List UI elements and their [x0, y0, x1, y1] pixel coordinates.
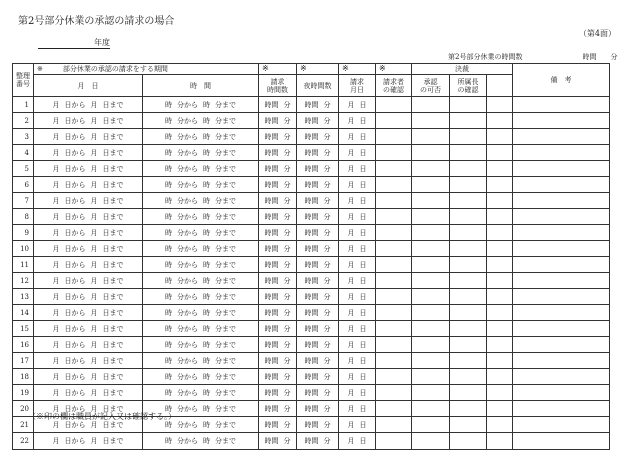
- total-hours-hour-unit: 時間: [582, 53, 597, 61]
- remarks-cell[interactable]: [513, 145, 610, 161]
- approval-cell[interactable]: [412, 241, 450, 257]
- director-confirm-cell[interactable]: [450, 417, 487, 433]
- night-hours-cell[interactable]: 時間 分: [297, 401, 339, 417]
- night-hours-cell[interactable]: 時間 分: [297, 385, 339, 401]
- request-hours-cell[interactable]: 時間 分: [259, 417, 297, 433]
- header-time: 時 間: [143, 75, 259, 97]
- header-night-hours: 夜時間数: [297, 75, 339, 97]
- row-number: 5: [13, 161, 34, 177]
- night-hours-cell[interactable]: 時間 分: [297, 225, 339, 241]
- request-date-cell[interactable]: 月 日: [339, 225, 376, 241]
- night-hours-cell[interactable]: 時間 分: [297, 433, 339, 450]
- date-range-cell[interactable]: 月 日から 月 日まで: [34, 321, 143, 337]
- request-hours-cell[interactable]: 時間 分: [259, 337, 297, 353]
- night-hours-cell[interactable]: 時間 分: [297, 273, 339, 289]
- date-range-cell[interactable]: 月 日から 月 日まで: [34, 353, 143, 369]
- blank-cell[interactable]: [487, 401, 513, 417]
- blank-cell[interactable]: [487, 273, 513, 289]
- request-date-cell[interactable]: 月 日: [339, 273, 376, 289]
- request-date-cell[interactable]: 月 日: [339, 433, 376, 450]
- director-confirm-cell[interactable]: [450, 353, 487, 369]
- requester-confirm-cell[interactable]: [376, 193, 412, 209]
- table-row: [13, 161, 610, 177]
- request-date-cell[interactable]: 月 日: [339, 113, 376, 129]
- director-confirm-cell[interactable]: [450, 385, 487, 401]
- time-range-cell[interactable]: 時 分から 時 分まで: [143, 257, 259, 273]
- requester-confirm-cell[interactable]: [376, 129, 412, 145]
- request-hours-cell[interactable]: 時間 分: [259, 289, 297, 305]
- date-range-cell[interactable]: 月 日から 月 日まで: [34, 417, 143, 433]
- night-hours-cell[interactable]: 時間 分: [297, 369, 339, 385]
- row-number: 20: [13, 401, 34, 417]
- header-date: 月 日: [34, 75, 143, 97]
- requester-confirm-cell[interactable]: [376, 289, 412, 305]
- remarks-cell[interactable]: [513, 337, 610, 353]
- remarks-cell[interactable]: [513, 305, 610, 321]
- remarks-cell[interactable]: [513, 353, 610, 369]
- date-range-cell[interactable]: 月 日から 月 日まで: [34, 209, 143, 225]
- table-row: [13, 289, 610, 305]
- remarks-cell[interactable]: [513, 417, 610, 433]
- date-range-cell[interactable]: 月 日から 月 日まで: [34, 337, 143, 353]
- night-hours-cell[interactable]: 時間 分: [297, 129, 339, 145]
- blank-cell[interactable]: [487, 369, 513, 385]
- time-range-cell[interactable]: 時 分から 時 分まで: [143, 321, 259, 337]
- time-range-cell[interactable]: 時 分から 時 分まで: [143, 97, 259, 113]
- night-hours-cell[interactable]: 時間 分: [297, 113, 339, 129]
- time-range-cell[interactable]: 時 分から 時 分まで: [143, 177, 259, 193]
- requester-confirm-cell[interactable]: [376, 433, 412, 450]
- remarks-cell[interactable]: [513, 385, 610, 401]
- director-confirm-cell[interactable]: [450, 225, 487, 241]
- table-row: [13, 433, 610, 450]
- request-date-cell[interactable]: 月 日: [339, 401, 376, 417]
- director-confirm-cell[interactable]: [450, 177, 487, 193]
- date-range-cell[interactable]: 月 日から 月 日まで: [34, 433, 143, 450]
- header-approval-ok: 承認 の可否: [412, 75, 450, 97]
- approval-cell[interactable]: [412, 97, 450, 113]
- table-row: [13, 353, 610, 369]
- director-confirm-cell[interactable]: [450, 401, 487, 417]
- request-date-cell[interactable]: 月 日: [339, 161, 376, 177]
- request-hours-cell[interactable]: 時間 分: [259, 113, 297, 129]
- request-hours-cell[interactable]: 時間 分: [259, 161, 297, 177]
- request-hours-cell[interactable]: 時間 分: [259, 273, 297, 289]
- date-range-cell[interactable]: 月 日から 月 日まで: [34, 97, 143, 113]
- requester-confirm-cell[interactable]: [376, 209, 412, 225]
- request-hours-cell[interactable]: 時間 分: [259, 193, 297, 209]
- director-confirm-cell[interactable]: [450, 241, 487, 257]
- request-hours-cell[interactable]: 時間 分: [259, 369, 297, 385]
- approval-cell[interactable]: [412, 177, 450, 193]
- header-mark: ※: [297, 64, 339, 75]
- night-hours-cell[interactable]: 時間 分: [297, 209, 339, 225]
- time-range-cell[interactable]: 時 分から 時 分まで: [143, 241, 259, 257]
- blank-cell[interactable]: [487, 145, 513, 161]
- row-number: 13: [13, 289, 34, 305]
- header-director-confirm: 所属長 の確認: [450, 75, 487, 97]
- remarks-cell[interactable]: [513, 113, 610, 129]
- approval-cell[interactable]: [412, 209, 450, 225]
- night-hours-cell[interactable]: 時間 分: [297, 241, 339, 257]
- requester-confirm-cell[interactable]: [376, 97, 412, 113]
- time-range-cell[interactable]: 時 分から 時 分まで: [143, 225, 259, 241]
- requester-confirm-cell[interactable]: [376, 145, 412, 161]
- total-hours-minute-unit: 分: [610, 53, 618, 61]
- blank-cell[interactable]: [487, 385, 513, 401]
- blank-cell[interactable]: [487, 353, 513, 369]
- night-hours-cell[interactable]: 時間 分: [297, 289, 339, 305]
- request-date-cell[interactable]: 月 日: [339, 321, 376, 337]
- time-range-cell[interactable]: 時 分から 時 分まで: [143, 129, 259, 145]
- row-number: 16: [13, 337, 34, 353]
- blank-cell[interactable]: [487, 161, 513, 177]
- row-number: 4: [13, 145, 34, 161]
- approval-cell[interactable]: [412, 257, 450, 273]
- requester-confirm-cell[interactable]: [376, 385, 412, 401]
- table-row: [13, 257, 610, 273]
- blank-cell[interactable]: [487, 417, 513, 433]
- approval-cell[interactable]: [412, 145, 450, 161]
- row-number: 14: [13, 305, 34, 321]
- total-hours-label: 第2号部分休業の時間数: [448, 53, 523, 61]
- approval-cell[interactable]: [412, 401, 450, 417]
- requester-confirm-cell[interactable]: [376, 257, 412, 273]
- table-row: [13, 113, 610, 129]
- remarks-cell[interactable]: [513, 433, 610, 450]
- header-request-date: 請求 月日: [339, 75, 376, 97]
- date-range-cell[interactable]: 月 日から 月 日まで: [34, 129, 143, 145]
- row-number: 17: [13, 353, 34, 369]
- director-confirm-cell[interactable]: [450, 145, 487, 161]
- request-hours-cell[interactable]: 時間 分: [259, 241, 297, 257]
- row-number: 15: [13, 321, 34, 337]
- leave-request-table: [12, 63, 610, 450]
- request-hours-cell[interactable]: 時間 分: [259, 257, 297, 273]
- remarks-cell[interactable]: [513, 161, 610, 177]
- header-mark: ※: [376, 64, 412, 75]
- time-range-cell[interactable]: 時 分から 時 分まで: [143, 417, 259, 433]
- date-range-cell[interactable]: 月 日から 月 日まで: [34, 193, 143, 209]
- date-range-cell[interactable]: 月 日から 月 日まで: [34, 161, 143, 177]
- request-hours-cell[interactable]: 時間 分: [259, 225, 297, 241]
- row-number: 22: [13, 433, 34, 450]
- night-hours-cell[interactable]: 時間 分: [297, 337, 339, 353]
- night-hours-cell[interactable]: 時間 分: [297, 161, 339, 177]
- request-hours-cell[interactable]: 時間 分: [259, 401, 297, 417]
- approval-cell[interactable]: [412, 369, 450, 385]
- date-range-cell[interactable]: 月 日から 月 日まで: [34, 289, 143, 305]
- request-date-cell[interactable]: 月 日: [339, 417, 376, 433]
- header-blank: [487, 75, 513, 97]
- director-confirm-cell[interactable]: [450, 289, 487, 305]
- request-date-cell[interactable]: 月 日: [339, 145, 376, 161]
- approval-cell[interactable]: [412, 129, 450, 145]
- requester-confirm-cell[interactable]: [376, 273, 412, 289]
- row-number: 10: [13, 241, 34, 257]
- row-number: 3: [13, 129, 34, 145]
- approval-cell[interactable]: [412, 417, 450, 433]
- request-date-cell[interactable]: 月 日: [339, 289, 376, 305]
- approval-cell[interactable]: [412, 289, 450, 305]
- blank-cell[interactable]: [487, 321, 513, 337]
- header-mark: ※: [339, 64, 376, 75]
- time-range-cell[interactable]: 時 分から 時 分まで: [143, 289, 259, 305]
- date-range-cell[interactable]: 月 日から 月 日まで: [34, 225, 143, 241]
- night-hours-cell[interactable]: 時間 分: [297, 257, 339, 273]
- time-range-cell[interactable]: 時 分から 時 分まで: [143, 161, 259, 177]
- date-range-cell[interactable]: 月 日から 月 日まで: [34, 273, 143, 289]
- remarks-cell[interactable]: [513, 321, 610, 337]
- blank-cell[interactable]: [487, 129, 513, 145]
- director-confirm-cell[interactable]: [450, 129, 487, 145]
- time-range-cell[interactable]: 時 分から 時 分まで: [143, 113, 259, 129]
- approval-cell[interactable]: [412, 225, 450, 241]
- request-date-cell[interactable]: 月 日: [339, 369, 376, 385]
- requester-confirm-cell[interactable]: [376, 337, 412, 353]
- remarks-cell[interactable]: [513, 129, 610, 145]
- date-range-cell[interactable]: 月 日から 月 日まで: [34, 257, 143, 273]
- approval-cell[interactable]: [412, 337, 450, 353]
- form-title: 第2号部分休業の承認の請求の場合: [18, 16, 175, 27]
- table-row: [13, 369, 610, 385]
- remarks-cell[interactable]: [513, 177, 610, 193]
- blank-cell[interactable]: [487, 305, 513, 321]
- director-confirm-cell[interactable]: [450, 273, 487, 289]
- director-confirm-cell[interactable]: [450, 209, 487, 225]
- approval-cell[interactable]: [412, 353, 450, 369]
- time-range-cell[interactable]: 時 分から 時 分まで: [143, 209, 259, 225]
- date-range-cell[interactable]: 月 日から 月 日まで: [34, 305, 143, 321]
- remarks-cell[interactable]: [513, 241, 610, 257]
- form-number: （第4面）: [578, 29, 616, 38]
- requester-confirm-cell[interactable]: [376, 305, 412, 321]
- remarks-cell[interactable]: [513, 97, 610, 113]
- requester-confirm-cell[interactable]: [376, 225, 412, 241]
- header-request-hours: 請求 時間数: [259, 75, 297, 97]
- request-date-cell[interactable]: 月 日: [339, 241, 376, 257]
- approval-cell[interactable]: [412, 321, 450, 337]
- time-range-cell[interactable]: 時 分から 時 分まで: [143, 193, 259, 209]
- header-mark: ※: [259, 64, 297, 75]
- director-confirm-cell[interactable]: [450, 193, 487, 209]
- director-confirm-cell[interactable]: [450, 433, 487, 450]
- director-confirm-cell[interactable]: [450, 113, 487, 129]
- blank-cell[interactable]: [487, 337, 513, 353]
- request-date-cell[interactable]: 月 日: [339, 385, 376, 401]
- request-hours-cell[interactable]: 時間 分: [259, 209, 297, 225]
- blank-cell[interactable]: [487, 209, 513, 225]
- request-hours-cell[interactable]: 時間 分: [259, 145, 297, 161]
- director-confirm-cell[interactable]: [450, 97, 487, 113]
- table-row: [13, 129, 610, 145]
- table-row: [13, 177, 610, 193]
- blank-cell[interactable]: [487, 257, 513, 273]
- remarks-cell[interactable]: [513, 193, 610, 209]
- row-number: 21: [13, 417, 34, 433]
- remarks-cell[interactable]: [513, 369, 610, 385]
- remarks-cell[interactable]: [513, 273, 610, 289]
- requester-confirm-cell[interactable]: [376, 401, 412, 417]
- request-date-cell[interactable]: 月 日: [339, 353, 376, 369]
- request-hours-cell[interactable]: 時間 分: [259, 433, 297, 450]
- row-number: 1: [13, 97, 34, 113]
- request-date-cell[interactable]: 月 日: [339, 193, 376, 209]
- date-range-cell[interactable]: 月 日から 月 日まで: [34, 177, 143, 193]
- approval-cell[interactable]: [412, 385, 450, 401]
- time-range-cell[interactable]: 時 分から 時 分まで: [143, 369, 259, 385]
- night-hours-cell[interactable]: 時間 分: [297, 97, 339, 113]
- requester-confirm-cell[interactable]: [376, 321, 412, 337]
- approval-cell[interactable]: [412, 273, 450, 289]
- fiscal-year-field[interactable]: 年度: [38, 38, 110, 49]
- request-date-cell[interactable]: 月 日: [339, 209, 376, 225]
- table-row: [13, 209, 610, 225]
- row-number: 19: [13, 385, 34, 401]
- row-number: 2: [13, 113, 34, 129]
- requester-confirm-cell[interactable]: [376, 241, 412, 257]
- row-number: 7: [13, 193, 34, 209]
- date-range-cell[interactable]: 月 日から 月 日まで: [34, 241, 143, 257]
- request-hours-cell[interactable]: 時間 分: [259, 97, 297, 113]
- table-row: [13, 337, 610, 353]
- remarks-cell[interactable]: [513, 401, 610, 417]
- request-date-cell[interactable]: 月 日: [339, 337, 376, 353]
- director-confirm-cell[interactable]: [450, 321, 487, 337]
- requester-confirm-cell[interactable]: [376, 161, 412, 177]
- director-confirm-cell[interactable]: [450, 305, 487, 321]
- table-row: [13, 225, 610, 241]
- night-hours-cell[interactable]: 時間 分: [297, 321, 339, 337]
- header-approval: 決裁: [412, 64, 513, 75]
- time-range-cell[interactable]: 時 分から 時 分まで: [143, 353, 259, 369]
- header-remarks: 備 考: [513, 64, 610, 97]
- night-hours-cell[interactable]: 時間 分: [297, 305, 339, 321]
- approval-cell[interactable]: [412, 305, 450, 321]
- table-row: [13, 305, 610, 321]
- header-requester-confirm: 請求者 の確認: [376, 75, 412, 97]
- blank-cell[interactable]: [487, 193, 513, 209]
- table-row: [13, 145, 610, 161]
- blank-cell[interactable]: [487, 113, 513, 129]
- blank-cell[interactable]: [487, 289, 513, 305]
- blank-cell[interactable]: [487, 177, 513, 193]
- row-number: 18: [13, 369, 34, 385]
- night-hours-cell[interactable]: 時間 分: [297, 193, 339, 209]
- request-date-cell[interactable]: 月 日: [339, 97, 376, 113]
- director-confirm-cell[interactable]: [450, 257, 487, 273]
- total-hours-line: [448, 52, 617, 62]
- date-range-cell[interactable]: 月 日から 月 日まで: [34, 369, 143, 385]
- date-range-cell[interactable]: 月 日から 月 日まで: [34, 385, 143, 401]
- director-confirm-cell[interactable]: [450, 337, 487, 353]
- header-row-number: 整理 番号: [13, 64, 34, 97]
- remarks-cell[interactable]: [513, 289, 610, 305]
- requester-confirm-cell[interactable]: [376, 417, 412, 433]
- approval-cell[interactable]: [412, 433, 450, 450]
- requester-confirm-cell[interactable]: [376, 177, 412, 193]
- header-period: ※ 部分休業の承認の請求をする期間: [34, 64, 259, 75]
- time-range-cell[interactable]: 時 分から 時 分まで: [143, 273, 259, 289]
- table-row: [13, 97, 610, 113]
- request-date-cell[interactable]: 月 日: [339, 305, 376, 321]
- request-hours-cell[interactable]: 時間 分: [259, 305, 297, 321]
- time-range-cell[interactable]: 時 分から 時 分まで: [143, 433, 259, 450]
- date-range-cell[interactable]: 月 日から 月 日まで: [34, 145, 143, 161]
- row-number: 11: [13, 257, 34, 273]
- blank-cell[interactable]: [487, 225, 513, 241]
- table-row: [13, 193, 610, 209]
- footnote: （※印の欄は職員が記入又は確認する。）: [28, 412, 176, 421]
- remarks-cell[interactable]: [513, 209, 610, 225]
- row-number: 12: [13, 273, 34, 289]
- night-hours-cell[interactable]: 時間 分: [297, 177, 339, 193]
- table-row: [13, 321, 610, 337]
- director-confirm-cell[interactable]: [450, 161, 487, 177]
- request-hours-cell[interactable]: 時間 分: [259, 385, 297, 401]
- request-date-cell[interactable]: 月 日: [339, 257, 376, 273]
- time-range-cell[interactable]: 時 分から 時 分まで: [143, 385, 259, 401]
- remarks-cell[interactable]: [513, 225, 610, 241]
- request-hours-cell[interactable]: 時間 分: [259, 129, 297, 145]
- time-range-cell[interactable]: 時 分から 時 分まで: [143, 401, 259, 417]
- requester-confirm-cell[interactable]: [376, 113, 412, 129]
- director-confirm-cell[interactable]: [450, 369, 487, 385]
- request-hours-cell[interactable]: 時間 分: [259, 177, 297, 193]
- row-number: 8: [13, 209, 34, 225]
- table-row: [13, 273, 610, 289]
- approval-cell[interactable]: [412, 193, 450, 209]
- night-hours-cell[interactable]: 時間 分: [297, 145, 339, 161]
- approval-cell[interactable]: [412, 161, 450, 177]
- blank-cell[interactable]: [487, 241, 513, 257]
- request-hours-cell[interactable]: 時間 分: [259, 321, 297, 337]
- date-range-cell[interactable]: 月 日から 月 日まで: [34, 401, 143, 417]
- requester-confirm-cell[interactable]: [376, 369, 412, 385]
- requester-confirm-cell[interactable]: [376, 353, 412, 369]
- time-range-cell[interactable]: 時 分から 時 分まで: [143, 305, 259, 321]
- table-row: [13, 385, 610, 401]
- row-number: 6: [13, 177, 34, 193]
- request-date-cell[interactable]: 月 日: [339, 177, 376, 193]
- approval-cell[interactable]: [412, 113, 450, 129]
- night-hours-cell[interactable]: 時間 分: [297, 417, 339, 433]
- blank-cell[interactable]: [487, 433, 513, 450]
- date-range-cell[interactable]: 月 日から 月 日まで: [34, 113, 143, 129]
- time-range-cell[interactable]: 時 分から 時 分まで: [143, 145, 259, 161]
- table-row: [13, 241, 610, 257]
- remarks-cell[interactable]: [513, 257, 610, 273]
- blank-cell[interactable]: [487, 97, 513, 113]
- request-date-cell[interactable]: 月 日: [339, 129, 376, 145]
- request-hours-cell[interactable]: 時間 分: [259, 353, 297, 369]
- row-number: 9: [13, 225, 34, 241]
- time-range-cell[interactable]: 時 分から 時 分まで: [143, 337, 259, 353]
- night-hours-cell[interactable]: 時間 分: [297, 353, 339, 369]
